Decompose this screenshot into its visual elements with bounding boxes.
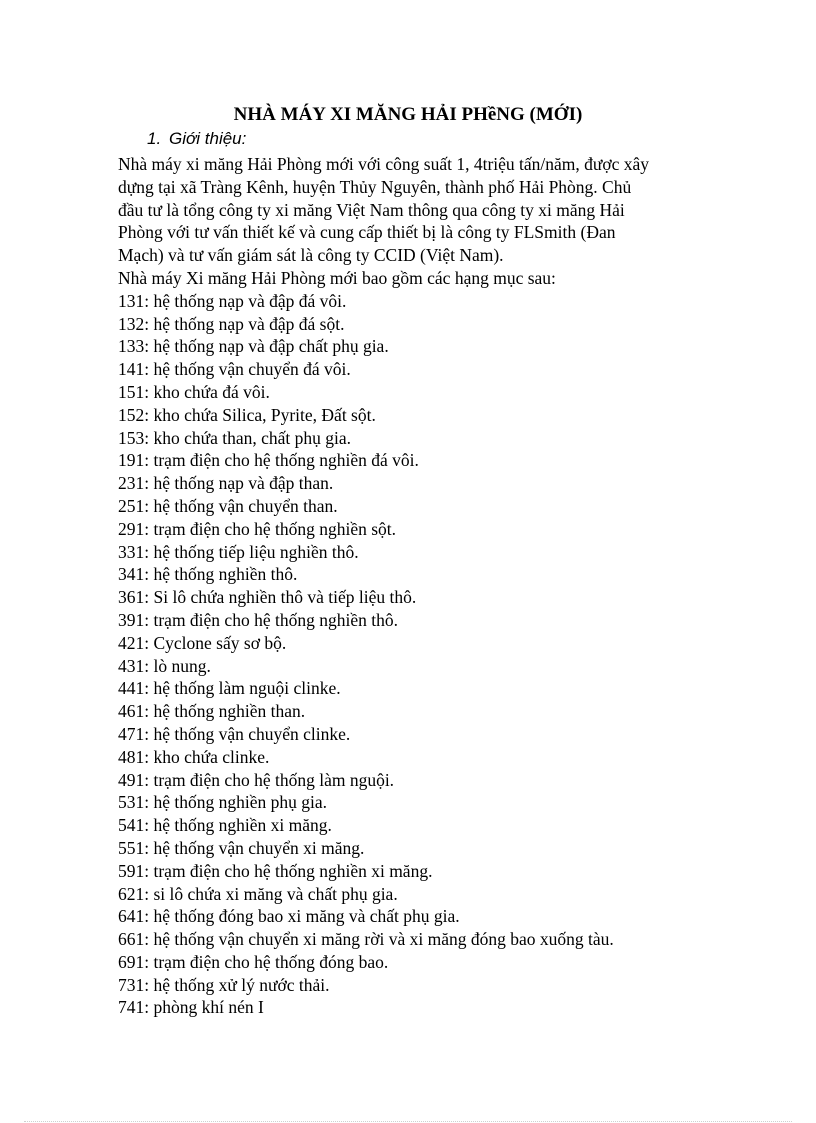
list-item: 471: hệ thống vận chuyển clinke. xyxy=(118,723,351,744)
list-item: 421: Cyclone sấy sơ bộ. xyxy=(118,632,287,653)
list-item: 141: hệ thống vận chuyển đá vôi. xyxy=(118,359,351,380)
list-item: 153: kho chứa than, chất phụ gia. xyxy=(118,427,352,448)
list-item: 361: Si lô chứa nghiền thô và tiếp liệu thô. xyxy=(118,587,417,608)
list-item: 331: hệ thống tiếp liệu nghiền thô. xyxy=(118,541,359,562)
list-item: 191: trạm điện cho hệ thống nghiền đá vôi. xyxy=(118,450,419,471)
section-title: Giới thiệu: xyxy=(169,129,247,148)
section-number: 1. xyxy=(147,129,162,148)
intro-line: Mạch) và tư vấn giám sát là công ty CCID (Việt Nam). xyxy=(118,245,504,266)
list-item: 481: kho chứa clinke. xyxy=(118,746,270,767)
list-item: 621: si lô chứa xi măng và chất phụ gia. xyxy=(118,883,398,904)
list-item: 441: hệ thống làm nguội clinke. xyxy=(118,678,341,699)
intro-line: Nhà máy Xi măng Hải Phòng mới bao gồm các hạng mục sau: xyxy=(118,267,556,288)
list-item: 531: hệ thống nghiền phụ gia. xyxy=(118,792,328,813)
list-item: 641: hệ thống đóng bao xi măng và chất phụ gia. xyxy=(118,906,460,927)
list-item: 731: hệ thống xử lý nước thải. xyxy=(118,974,330,995)
list-item: 151: kho chứa đá vôi. xyxy=(118,381,270,402)
list-item: 461: hệ thống nghiền than. xyxy=(118,701,306,722)
list-item: 132: hệ thống nạp và đập đá sột. xyxy=(118,313,345,334)
list-item: 341: hệ thống nghiền thô. xyxy=(118,564,298,585)
list-item: 741: phòng khí nén I xyxy=(118,997,264,1018)
intro-line: dựng tại xã Tràng Kênh, huyện Thủy Nguyên, thành phố Hải Phòng. Chủ xyxy=(118,176,632,197)
intro-line: Nhà máy xi măng Hải Phòng mới với công suất 1, 4triệu tấn/năm, được xây xyxy=(118,154,650,174)
list-item: 541: hệ thống nghiền xi măng. xyxy=(118,815,332,836)
list-item: 251: hệ thống vận chuyển than. xyxy=(118,495,338,516)
list-item: 152: kho chứa Silica, Pyrite, Đất sột. xyxy=(118,404,376,425)
document-body xyxy=(118,153,708,1019)
list-item: 551: hệ thống vận chuyển xi măng. xyxy=(118,837,365,858)
list-item: 491: trạm điện cho hệ thống làm nguội. xyxy=(118,769,395,790)
list-item: 291: trạm điện cho hệ thống nghiền sột. xyxy=(118,518,397,539)
list-item: 131: hệ thống nạp và đập đá vôi. xyxy=(118,290,347,311)
list-item: 591: trạm điện cho hệ thống nghiền xi măng. xyxy=(118,860,433,881)
list-item: 691: trạm điện cho hệ thống đóng bao. xyxy=(118,951,389,972)
list-item: 231: hệ thống nạp và đập than. xyxy=(118,473,334,494)
list-item: 391: trạm điện cho hệ thống nghiền thô. xyxy=(118,609,398,630)
page-bottom-divider xyxy=(24,1121,792,1122)
list-item: 431: lò nung. xyxy=(118,655,211,676)
list-item: 133: hệ thống nạp và đập chất phụ gia. xyxy=(118,336,389,357)
intro-line: đầu tư là tổng công ty xi măng Việt Nam thông qua công ty xi măng Hải xyxy=(118,199,625,220)
list-item: 661: hệ thống vận chuyển xi măng rời và xi măng đóng bao xuống tàu. xyxy=(118,929,614,950)
intro-line: Phòng với tư vấn thiết kế và cung cấp thiết bị là công ty FLSmith (Đan xyxy=(118,222,616,243)
section-heading xyxy=(147,128,246,150)
document-title: NHÀ MÁY XI MĂNG HẢI PHềNG (MỚI) xyxy=(233,104,583,125)
